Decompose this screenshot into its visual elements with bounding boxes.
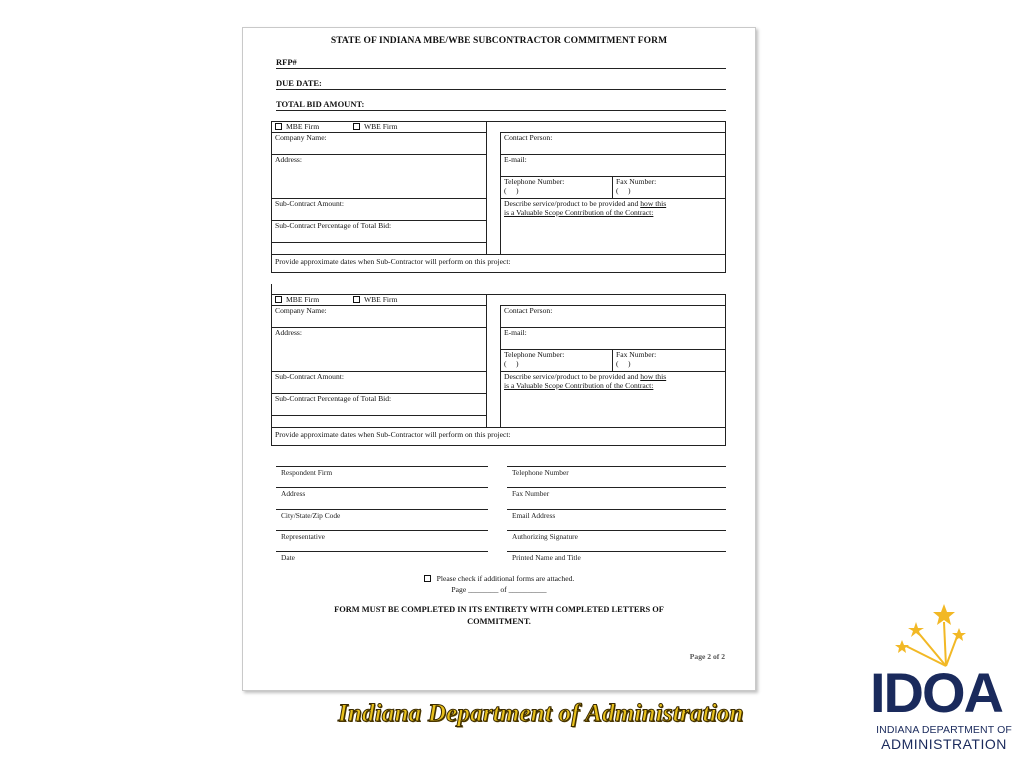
fax-cell[interactable] — [612, 176, 725, 198]
wbe-checkbox-2[interactable] — [353, 296, 360, 303]
email-address-line[interactable]: Email Address — [507, 509, 726, 519]
percentage-blank-cell[interactable] — [272, 242, 486, 254]
describe-prefix-2: Describe service/product to be provided and — [504, 372, 641, 381]
column-spacer-2 — [486, 295, 500, 427]
separator-mark — [271, 284, 272, 294]
fax-paren: ( ) — [616, 186, 631, 195]
describe-underlined-2: is a Valuable Scope Contribution of the Contract: — [504, 208, 654, 217]
subcontract-percentage-cell-2[interactable]: Sub-Contract Percentage of Total Bid: — [272, 393, 486, 415]
page-of-line[interactable]: Page ________ of __________ — [451, 585, 547, 594]
additional-forms-checkbox[interactable] — [424, 575, 431, 582]
address-cell[interactable]: Address: — [272, 154, 486, 198]
address-line[interactable]: Address — [276, 487, 488, 497]
email-cell[interactable]: E-mail: — [500, 154, 725, 176]
provide-dates-cell[interactable]: Provide approximate dates when Sub-Contractor will perform on this project: — [272, 254, 725, 272]
city-state-zip-line[interactable]: City/State/Zip Code — [276, 509, 488, 519]
email-cell-2[interactable]: E-mail: — [500, 327, 725, 349]
footer-notice-line-2: COMMITMENT. — [467, 617, 531, 626]
representative-line[interactable]: Representative — [276, 530, 488, 540]
telephone-paren: ( ) — [504, 186, 519, 195]
authorizing-signature-line[interactable]: Authorizing Signature — [507, 530, 726, 540]
respondent-firm-line[interactable]: Respondent Firm — [276, 466, 488, 476]
fax-label-2: Fax Number: — [616, 350, 657, 359]
wbe-label-2: WBE Firm — [363, 295, 398, 304]
mbe-checkbox[interactable] — [275, 123, 282, 130]
mbe-label: MBE Firm — [286, 122, 320, 131]
subcontractor-block-1 — [271, 121, 726, 273]
describe-prefix: Describe service/product to be provided and — [504, 199, 641, 208]
logo-text-line-1: INDIANA DEPARTMENT OF — [876, 724, 1012, 736]
logo-letters: IDOA — [870, 661, 1002, 724]
company-name-cell[interactable]: Company Name: — [272, 132, 486, 154]
additional-forms-label: Please check if additional forms are attached. — [436, 574, 575, 583]
rfp-field[interactable]: RFP# — [276, 56, 726, 69]
telephone-label-2: Telephone Number: — [504, 350, 565, 359]
due-date-field[interactable]: DUE DATE: — [276, 77, 726, 90]
footer-notice-line-1: FORM MUST BE COMPLETED IN ITS ENTIRETY WITH COMPLETED LETTERS OF — [334, 605, 664, 614]
telephone-cell[interactable] — [500, 176, 612, 198]
form-document — [242, 27, 756, 691]
describe-underlined-1: how this — [640, 199, 667, 208]
form-title: STATE OF INDIANA MBE/WBE SUBCONTRACTOR COMMITMENT FORM — [330, 36, 668, 46]
total-bid-amount-field[interactable]: TOTAL BID AMOUNT: — [276, 98, 726, 111]
describe-service-cell[interactable] — [500, 198, 725, 254]
fax-label: Fax Number: — [616, 177, 657, 186]
telephone-number-line[interactable]: Telephone Number — [507, 466, 726, 476]
idoa-logo — [866, 602, 1022, 762]
describe-underlined-2-2: is a Valuable Scope Contribution of the Contract: — [504, 381, 654, 390]
date-line[interactable]: Date — [276, 551, 488, 561]
subcontract-amount-cell[interactable]: Sub-Contract Amount: — [272, 198, 486, 220]
subcontract-percentage-cell[interactable]: Sub-Contract Percentage of Total Bid: — [272, 220, 486, 242]
mbe-label-2: MBE Firm — [286, 295, 320, 304]
logo-text-line-2: ADMINISTRATION — [881, 736, 1007, 752]
column-spacer — [486, 122, 500, 254]
percentage-blank-cell-2[interactable] — [272, 415, 486, 427]
describe-service-cell-2[interactable] — [500, 371, 725, 427]
provide-dates-cell-2[interactable]: Provide approximate dates when Sub-Contractor will perform on this project: — [272, 427, 725, 445]
contact-person-cell-2[interactable]: Contact Person: — [500, 305, 725, 327]
address-cell-2[interactable]: Address: — [272, 327, 486, 371]
contact-person-cell[interactable]: Contact Person: — [500, 132, 725, 154]
wbe-checkbox[interactable] — [353, 123, 360, 130]
describe-underlined-1-2: how this — [640, 372, 667, 381]
page-number: Page 2 of 2 — [689, 652, 725, 661]
telephone-paren-2: ( ) — [504, 359, 519, 368]
mbe-checkbox-2[interactable] — [275, 296, 282, 303]
fax-cell-2[interactable] — [612, 349, 725, 371]
department-name-banner: Indiana Department of Administration — [338, 700, 744, 727]
fax-number-line[interactable]: Fax Number — [507, 487, 726, 497]
subcontractor-block-2 — [271, 294, 726, 446]
telephone-label: Telephone Number: — [504, 177, 565, 186]
fax-paren-2: ( ) — [616, 359, 631, 368]
wbe-label: WBE Firm — [363, 122, 398, 131]
company-name-cell-2[interactable]: Company Name: — [272, 305, 486, 327]
printed-name-title-line[interactable]: Printed Name and Title — [507, 551, 726, 561]
subcontract-amount-cell-2[interactable]: Sub-Contract Amount: — [272, 371, 486, 393]
telephone-cell-2[interactable] — [500, 349, 612, 371]
